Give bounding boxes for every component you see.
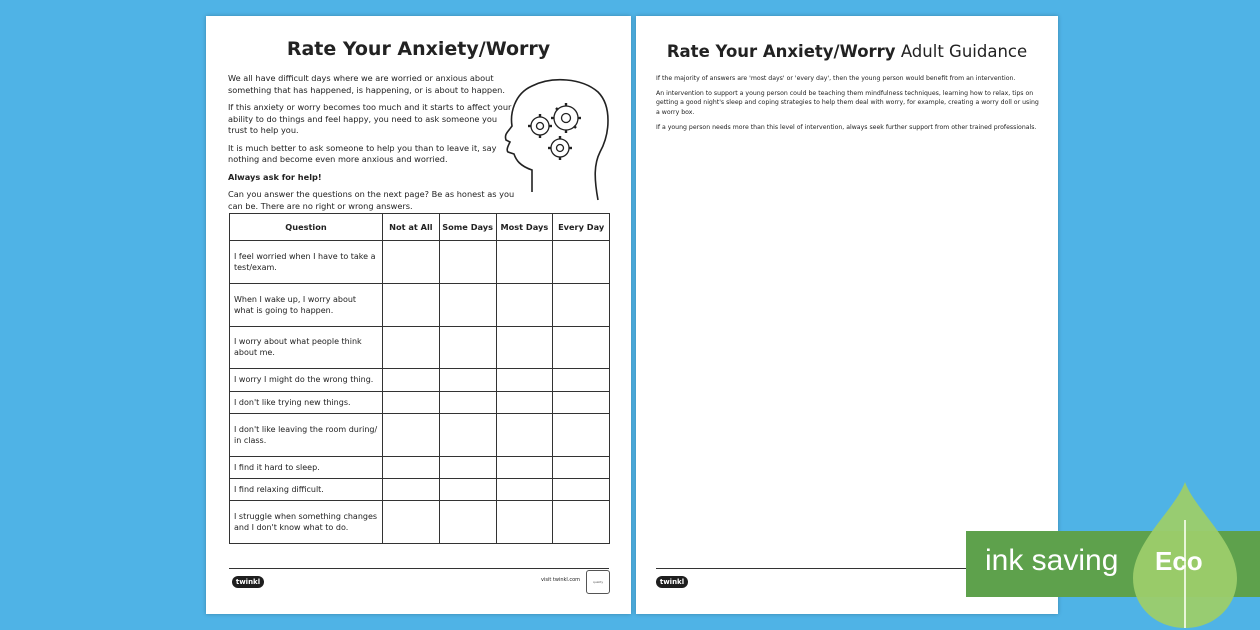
column-header: Not at All (383, 214, 440, 241)
rating-cell (439, 283, 496, 326)
question-cell: I struggle when something changes and I don't know what to do. (230, 501, 383, 544)
rating-cell (439, 456, 496, 478)
column-header: Some Days (439, 214, 496, 241)
intro-paragraph: Can you answer the questions on the next page? Be as honest as you can be. There are no right or wrong answers. (228, 189, 515, 211)
worksheet-page (206, 16, 631, 614)
ink-saving-label: ink saving (985, 544, 1119, 577)
intro-paragraph: We all have difficult days where we are worried or anxious about something that has happened, is happening, or is about to happen. (228, 73, 505, 95)
table-row (230, 326, 610, 369)
rating-cell (553, 478, 610, 500)
rating-cell (553, 456, 610, 478)
rating-cell (496, 326, 553, 369)
rating-cell (496, 501, 553, 544)
question-cell: I feel worried when I have to take a test/exam. (230, 241, 383, 284)
question-cell: I don't like leaving the room during/ in class. (230, 413, 383, 456)
question-cell: I worry I might do the wrong thing. (230, 369, 383, 391)
question-cell: I worry about what people think about me. (230, 326, 383, 369)
guidance-title-rest: Adult Guidance (900, 42, 1028, 61)
table-row (230, 478, 610, 500)
guidance-page (636, 16, 1058, 614)
eco-label: Eco (1155, 546, 1203, 576)
table-row (230, 456, 610, 478)
footer-url: visit twinkl.com (541, 577, 581, 583)
rating-cell (496, 413, 553, 456)
rating-cell (553, 391, 610, 413)
rating-cell (439, 369, 496, 391)
column-header: Every Day (553, 214, 610, 241)
rating-cell (553, 326, 610, 369)
footer-divider (229, 568, 609, 569)
head-gears-icon (502, 74, 610, 206)
rating-cell (439, 391, 496, 413)
rating-cell (553, 241, 610, 284)
rating-cell (383, 283, 440, 326)
rating-cell (496, 391, 553, 413)
rating-cell (383, 326, 440, 369)
rating-cell (383, 478, 440, 500)
rating-cell (383, 369, 440, 391)
guidance-text (656, 74, 1042, 138)
rating-cell (439, 241, 496, 284)
twinkl-logo: twinkl (232, 576, 264, 588)
question-cell: When I wake up, I worry about what is going to happen. (230, 283, 383, 326)
guidance-paragraph: If a young person needs more than this level of intervention, always seek further support from other trained professionals. (656, 123, 1037, 131)
table-row (230, 241, 610, 284)
intro-text (228, 73, 516, 218)
guidance-paragraph: An intervention to support a young person could be teaching them mindfulness techniques, learning how to relax, tips on getting a good night's sleep and coping strategies to help them deal with worry, for example, creating a worry doll or using a worry box. (656, 90, 1039, 116)
rating-cell (553, 413, 610, 456)
rating-cell (553, 283, 610, 326)
guidance-paragraph: If the majority of answers are 'most days' or 'every day', then the young person would benefit from an intervention. (656, 75, 1016, 82)
rating-cell (439, 413, 496, 456)
question-cell: I don't like trying new things. (230, 391, 383, 413)
rating-cell (383, 391, 440, 413)
rating-cell (383, 456, 440, 478)
rating-cell (383, 241, 440, 284)
column-header: Most Days (496, 214, 553, 241)
rating-cell (439, 478, 496, 500)
intro-paragraph: It is much better to ask someone to help you than to leave it, say nothing and become even more anxious and worried. (228, 142, 497, 164)
question-cell: I find it hard to sleep. (230, 456, 383, 478)
intro-emphasis: Always ask for help! (228, 171, 322, 182)
twinkl-logo: twinkl (656, 576, 688, 588)
question-cell: I find relaxing difficult. (230, 478, 383, 500)
rating-cell (496, 283, 553, 326)
rating-cell (439, 326, 496, 369)
table-header-row (230, 214, 610, 241)
table-row (230, 283, 610, 326)
rating-cell (553, 369, 610, 391)
column-header: Question (230, 214, 383, 241)
rating-table (229, 213, 610, 544)
table-row (230, 391, 610, 413)
rating-cell (553, 501, 610, 544)
rating-cell (496, 369, 553, 391)
guidance-title (636, 42, 1058, 61)
table-row (230, 369, 610, 391)
rating-cell (496, 456, 553, 478)
rating-cell (496, 241, 553, 284)
table-row (230, 501, 610, 544)
rating-cell (383, 413, 440, 456)
page-title: Rate Your Anxiety/Worry (286, 38, 551, 60)
rating-cell (439, 501, 496, 544)
table-row (230, 413, 610, 456)
quality-badge: quality (586, 570, 610, 594)
rating-cell (496, 478, 553, 500)
rating-cell (383, 501, 440, 544)
guidance-title-bold: Rate Your Anxiety/Worry (666, 42, 896, 61)
intro-paragraph: If this anxiety or worry becomes too much and it starts to affect your ability to do things and feel happy, you need to ask someone you trust to help you. (228, 102, 512, 135)
